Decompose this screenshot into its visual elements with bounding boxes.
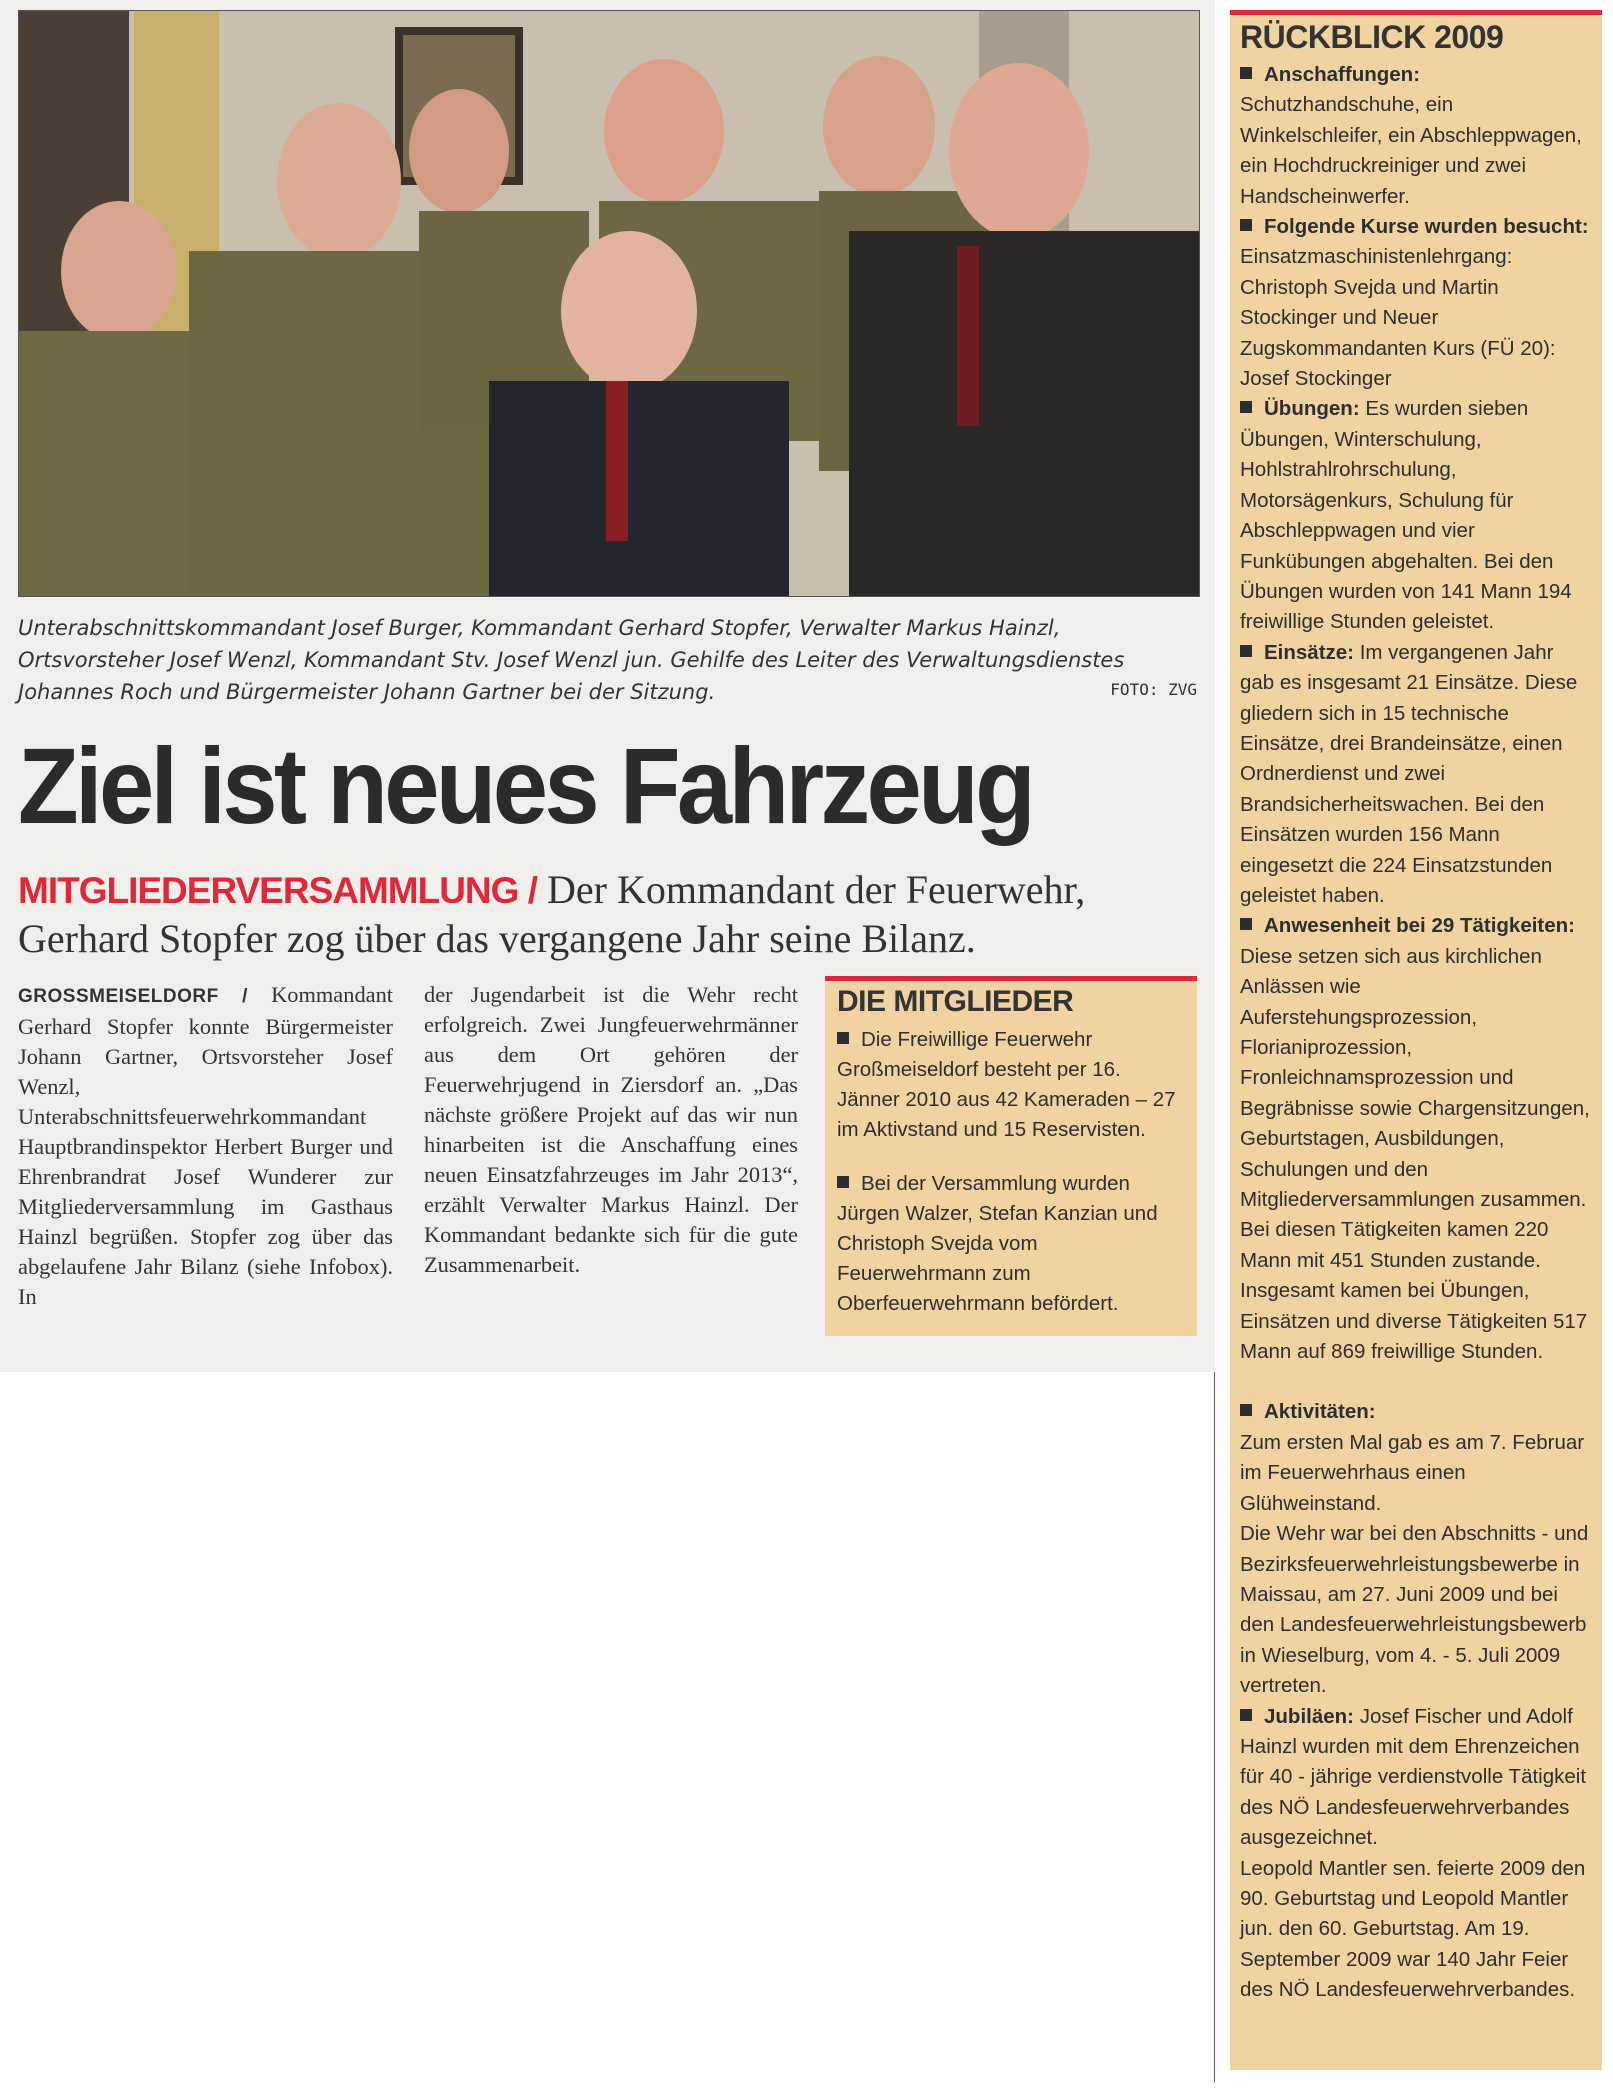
review-anschaffungen: Anschaffungen: Schutzhandschuhe, ein Winkelschleifer, ein Abschleppwagen, ein Hochdruckreiniger und zwei Handscheinwerfer. bbox=[1240, 63, 1582, 208]
review-infobox bbox=[1230, 10, 1602, 2070]
bullet-square-icon bbox=[837, 1032, 849, 1044]
bullet-square-icon bbox=[1240, 1404, 1252, 1416]
article-text-2: der Jugendarbeit ist die Wehr recht erfolgreich. Zwei Jungfeuerwehrmänner aus dem Ort gehören der Feuerwehrjugend in Ziersdorf an. „Das nächste größere Projekt auf das wir nun hinarbeiten ist die Anschaffung eines neuen Einsatzfahrzeuges im Jahr 2013“, erzählt Verwalter Markus Hainzl. Der Kommandant bedankte sich für die gute Zusammenarbeit. bbox=[424, 982, 798, 1277]
review-kurse: Folgende Kurse wurden besucht: Einsatzmaschinistenlehrgang: Christoph Svejda und Martin Stockinger und Neuer Zugskommandanten Kurs (FÜ 20): Josef Stockinger bbox=[1240, 215, 1589, 391]
article-clipping bbox=[0, 0, 1215, 1372]
review-aktivitaeten-2: Die Wehr war bei den Abschnitts - und Bezirksfeuerwehrleistungsbewerbe in Maissau, am 27. Juni 2009 und bei den Landesfeuerwehrleistungsbewerb in Wieselburg, vom 4. - 5. Juli 2009 vertreten. bbox=[1240, 1522, 1589, 1698]
bullet-square-icon bbox=[837, 1176, 849, 1188]
bullet-square-icon bbox=[1240, 67, 1252, 79]
review-aktivitaeten-1: Zum ersten Mal gab es am 7. Februar im Feuerwehrhaus einen Glühweinstand. bbox=[1240, 1430, 1585, 1515]
bullet-square-icon bbox=[1240, 401, 1252, 413]
clipping-edge-divider bbox=[1214, 1372, 1215, 2082]
bullet-square-icon bbox=[1240, 645, 1252, 657]
review-anwesenheit: Anwesenheit bei 29 Tätigkeiten: Diese setzen sich aus kirchlichen Anlässen wie Auferstehungsprozession, Florianiprozession, Fronleichnamsprozession und Begräbnisse sowie Chargensitzungen, Geburtstagen, Ausbildungen, Schulungen und den Mitgliederversammlungen zusammen. Bei diesen Tätigkeiten kamen 220 Mann mit 451 Stunden zustande. Insgesamt kamen bei Übungen, Einsätzen und diverse Tätigkeiten 517 Mann auf 869 freiwillige Stunden. bbox=[1240, 914, 1590, 1364]
bullet-square-icon bbox=[1240, 219, 1252, 231]
deck bbox=[18, 866, 1208, 963]
article-column-1 bbox=[18, 980, 393, 1312]
review-aktivitaeten-heading: Aktivitäten: bbox=[1240, 1397, 1592, 1427]
review-uebungen: Übungen: Es wurden sieben Übungen, Winterschulung, Hohlstrahlrohrschulung, Motorsägenkurs, Schulung für Abschleppwagen und vier Funkübungen abgehalten. Bei den Übungen wurden von 141 Mann 194 freiwillige Stunden geleistet. bbox=[1240, 397, 1572, 634]
bullet-square-icon bbox=[1240, 1709, 1252, 1721]
members-title: DIE MITGLIEDER bbox=[837, 985, 1074, 1018]
article-text-1: Kommandant Gerhard Stopfer konnte Bürgermeister Johann Gartner, Ortsvorsteher Josef Wenzl, Unterabschnittsfeuerwehrkommandant Hauptbrandinspektor Herbert Burger und Ehrenbrandrat Josef Wunderer zur Mitgliederversammlung im Gasthaus Hainzl begrüßen. Stopfer zog über das abgelaufene Jahr Bilanz (siehe Infobox). In bbox=[18, 982, 393, 1309]
dateline: GROSSMEISELDORF / bbox=[18, 986, 248, 1007]
article-column-2 bbox=[424, 980, 798, 1280]
deck-text: Der Kommandant der Feuerwehr, Gerhard Stopfer zog über das vergangene Jahr seine Bilanz. bbox=[18, 867, 1086, 961]
spacer bbox=[1240, 1367, 1592, 1397]
members-item: Bei der Versammlung wurden Jürgen Walzer, Stefan Kanzian und Christoph Svejda vom Feuerwehrmann zum Oberfeuerwehrmann befördert. bbox=[837, 1172, 1158, 1315]
bullet-square-icon bbox=[1240, 918, 1252, 930]
review-jubilaeen: Jubiläen: Josef Fischer und Adolf Hainzl wurden mit dem Ehrenzeichen für 40 - jährige verdienstvolle Tätigkeit des NÖ Landesfeuerwehrverbandes ausgezeichnet. bbox=[1240, 1704, 1587, 1850]
photo-credit: FOTO: ZVG bbox=[1110, 680, 1197, 699]
review-title: RÜCKBLICK 2009 bbox=[1240, 19, 1504, 55]
review-einsaetze: Einsätze: Im vergangenen Jahr gab es insgesamt 21 Einsätze. Diese gliedern sich in 15 technische Einsätze, drei Brandeinsätze, einen Ordnerdienst und zwei Brandsicherheitswachen. Bei den Einsätzen wurden 156 Mann eingesetzt die 224 Einsatzstunden geleistet haben. bbox=[1240, 640, 1578, 907]
members-item: Die Freiwillige Feuerwehr Großmeiseldorf besteht per 16. Jänner 2010 aus 42 Kameraden – 27 im Aktivstand und 15 Reservisten. bbox=[837, 1028, 1176, 1141]
deck-kicker: MITGLIEDERVERSAMMLUNG / bbox=[18, 870, 537, 911]
group-photo bbox=[18, 10, 1200, 597]
members-infobox bbox=[825, 976, 1197, 1336]
headline: Ziel ist neues Fahrzeug bbox=[18, 725, 1033, 846]
review-jubilaeen-2: Leopold Mantler sen. feierte 2009 den 90. Geburtstag und Leopold Mantler jun. den 60. Geburtstag. Am 19. September 2009 war 140 Jahr Feier des NÖ Landesfeuerwehrverbandes. bbox=[1240, 1856, 1586, 2002]
photo-caption: Unterabschnittskommandant Josef Burger, Kommandant Gerhard Stopfer, Verwalter Markus Hainzl, Ortsvorsteher Josef Wenzl, Kommandant Stv. Josef Wenzl jun. Gehilfe des Leiter des Verwaltungsdienstes Johannes Roch und Bürgermeister Johann Gartner bei der Sitzung. bbox=[18, 616, 1125, 704]
